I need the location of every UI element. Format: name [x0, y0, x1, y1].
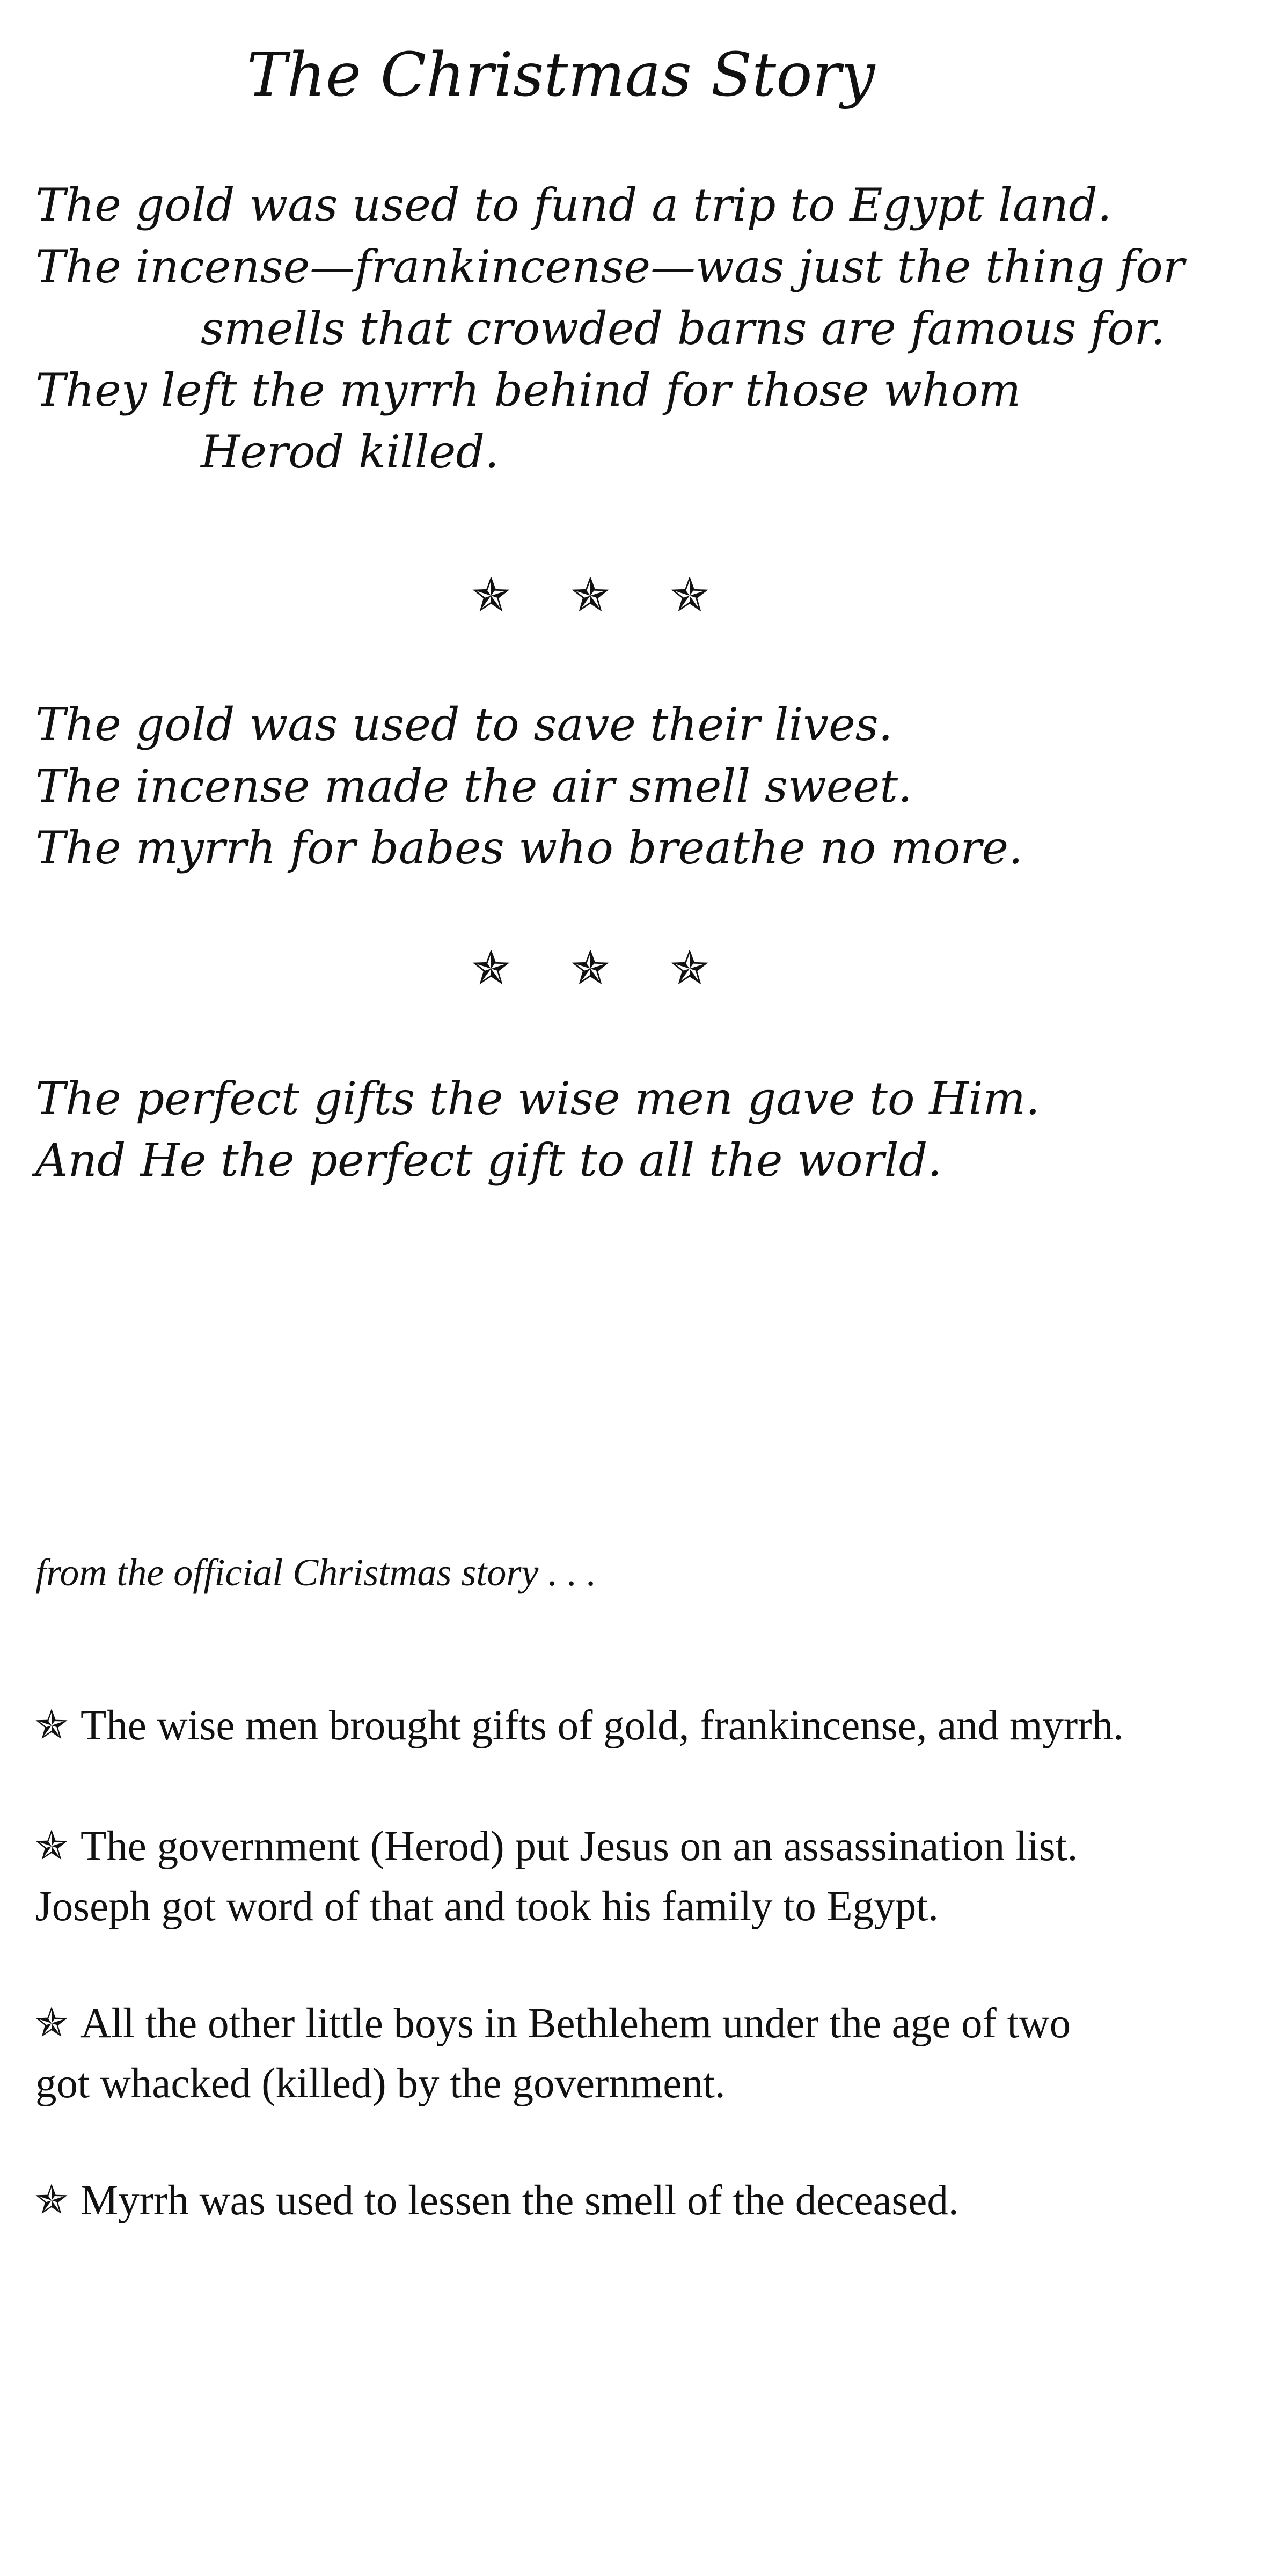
poem-line: And He the perfect gift to all the world. [35, 1134, 942, 1187]
poem-stanza-2 [35, 694, 1023, 879]
nautical-star-icon [671, 577, 708, 614]
fact-line [35, 1994, 1259, 2054]
poem-line: The gold was used to save their lives. [35, 698, 893, 751]
nautical-star-icon [35, 2007, 68, 2039]
star-divider [472, 942, 708, 996]
poem-stanza-1 [35, 174, 1184, 483]
fact-text: Myrrh was used to lessen the smell of the deceased. [80, 2177, 959, 2224]
nautical-star-icon [35, 1830, 68, 1862]
star-divider [472, 569, 708, 623]
poem-line-indented: smells that crowded barns are famous for. [201, 302, 1166, 355]
poem-line-indented: Herod killed. [201, 426, 499, 478]
page-title: The Christmas Story [247, 40, 875, 110]
fact-text: The government (Herod) put Jesus on an assassination list. [80, 1823, 1078, 1870]
poem-line: The perfect gifts the wise men gave to Him. [35, 1072, 1040, 1125]
nautical-star-icon [572, 950, 609, 987]
facts-intro: from the official Christmas story . . . [35, 1551, 597, 1594]
poem-line: The incense made the air smell sweet. [35, 760, 912, 813]
poem-line: The gold was used to fund a trip to Egypt land. [35, 179, 1112, 231]
fact-item [35, 1994, 1259, 2114]
fact-line [35, 1817, 1259, 1877]
poem-line: They left the myrrh behind for those whom [35, 364, 1021, 416]
fact-text: All the other little boys in Bethlehem under the age of two [80, 2000, 1071, 2047]
nautical-star-icon [671, 950, 708, 987]
nautical-star-icon [472, 577, 510, 614]
nautical-star-icon [472, 950, 510, 987]
poem-stanza-3 [35, 1068, 1040, 1191]
poem-line: The incense—frankincense—was just the thing for [35, 240, 1185, 293]
fact-line [35, 1696, 1259, 1756]
fact-line [35, 2171, 1259, 2231]
nautical-star-icon [572, 577, 609, 614]
fact-line: got whacked (killed) by the government. [35, 2060, 726, 2107]
fact-item [35, 1817, 1259, 1937]
nautical-star-icon [35, 2184, 68, 2216]
fact-text: The wise men brought gifts of gold, frankincense, and myrrh. [80, 1702, 1124, 1749]
fact-item [35, 1696, 1259, 1756]
fact-line: Joseph got word of that and took his family to Egypt. [35, 1883, 939, 1930]
fact-item [35, 2171, 1259, 2231]
poem-line: The myrrh for babes who breathe no more. [35, 822, 1023, 874]
nautical-star-icon [35, 1709, 68, 1741]
